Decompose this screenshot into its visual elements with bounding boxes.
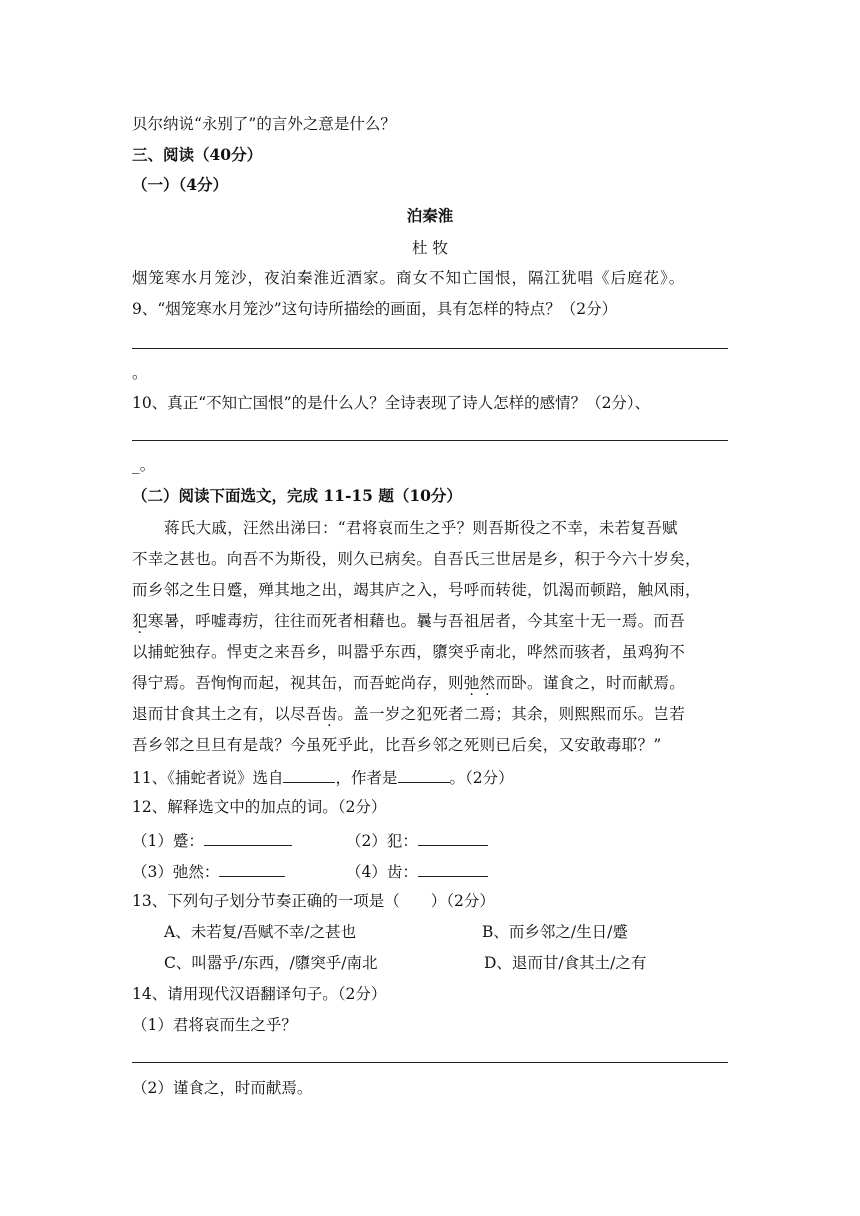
passage-text: 退而甘食其土之有，以尽吾 xyxy=(132,705,322,723)
passage-line-6 xyxy=(132,673,685,693)
question-14-item-2: （2）谨食之，时而献焉。 xyxy=(132,1079,313,1097)
question-10-end-mark: _。 xyxy=(132,456,156,474)
question-12-item-3: （3）弛然： xyxy=(132,863,220,881)
answer-line-10[interactable] xyxy=(132,440,728,441)
poem-text: 烟笼寒水月笼沙，夜泊秦淮近酒家。商女不知亡国恨，隔江犹唱《后庭花》。 xyxy=(132,269,686,287)
question-11-text: ，作者是 xyxy=(335,769,398,787)
question-11-text: 。（2分） xyxy=(449,769,514,787)
part-1-heading: （一）（4分） xyxy=(132,175,229,194)
passage-text: 寒暑，呼嘘毒疠，往往而死者相藉也。曩与吾祖居者，今其室十无一焉。而吾 xyxy=(147,612,686,630)
option-c[interactable]: C、叫嚣乎/东西，/隳突乎/南北 xyxy=(164,954,378,972)
question-11 xyxy=(132,766,514,788)
part-2-heading: （二）阅读下面选文，完成 11-15 题（10分） xyxy=(132,486,462,505)
answer-line-9[interactable] xyxy=(132,348,728,349)
passage-text: 。盖一岁之犯死者二焉；其余，则熙熙而乐。岂若 xyxy=(337,705,686,723)
dotted-word-fan: 犯 xyxy=(132,612,148,630)
dotted-word-ran: 然 xyxy=(479,674,496,692)
answer-line-14-1[interactable] xyxy=(132,1062,728,1063)
question-14: 14、请用现代汉语翻译句子。（2分） xyxy=(132,985,387,1003)
question-10: 10、真正“不知亡国恨”的是什么人？全诗表现了诗人怎样的感情？（2分）、 xyxy=(132,394,651,412)
passage-line-5: 以捕蛇独存。悍吏之来吾乡，叫嚣乎东西，隳突乎南北，哗然而骇者，虽鸡狗不 xyxy=(132,643,686,661)
passage-line-8: 吾乡邻之旦旦有是哉？今虽死乎此，比吾乡邻之死则已后矣，又安敢毒耶？” xyxy=(132,736,662,754)
question-11-text: 11、《捕蛇者说》选自 xyxy=(132,769,284,787)
question-9-end-mark: 。 xyxy=(132,364,148,382)
dotted-word-chi: 弛 xyxy=(463,674,480,692)
passage-line-4 xyxy=(132,611,685,631)
poem-author: 杜 牧 xyxy=(412,239,448,257)
passage-line-2: 不幸之甚也。向吾不为斯役，则久已病矣。自吾氏三世居是乡，积于今六十岁矣， xyxy=(132,550,701,568)
question-8-continuation: 贝尔纳说“永别了”的言外之意是什么？ xyxy=(132,115,396,133)
passage-text: 得宁焉。吾恂恂而起，视其缶，而吾蛇尚存，则 xyxy=(132,674,464,692)
question-12-item-4: （4）齿： xyxy=(346,863,418,881)
question-12-row-1b xyxy=(346,829,488,851)
option-b[interactable]: B、而乡邻之/生日/蹙 xyxy=(482,923,628,941)
question-12-item-2: （2）犯： xyxy=(346,832,418,850)
dotted-word-chi2: 齿 xyxy=(321,705,338,723)
question-12-item-1: （1）蹙： xyxy=(132,832,204,850)
question-12-row-1 xyxy=(132,829,292,851)
question-9: 9、“烟笼寒水月笼沙”这句诗所描绘的画面，具有怎样的特点？（2分） xyxy=(132,300,618,318)
passage-line-7 xyxy=(132,704,685,724)
option-a[interactable]: A、未若复/吾赋不幸/之甚也 xyxy=(164,923,357,941)
question-14-item-1: （1）君将哀而生之乎？ xyxy=(132,1016,297,1034)
passage-line-1: 蒋氏大戚，汪然出涕曰：“君将哀而生之乎？则吾斯役之不幸，未若复吾赋 xyxy=(164,519,678,537)
passage-text: 而卧。谨食之，时而献焉。 xyxy=(495,674,686,692)
question-13: 13、下列句子划分节奏正确的一项是（ ）（2分） xyxy=(132,892,495,910)
poem-title: 泊秦淮 xyxy=(406,207,454,225)
answer-blank-12-3[interactable] xyxy=(219,860,285,877)
question-12-row-2 xyxy=(132,860,285,882)
section-3-heading: 三、阅读（40分） xyxy=(132,145,263,164)
question-12-row-2b xyxy=(346,860,488,882)
passage-line-3: 而乡邻之生日蹙，殚其地之出，竭其庐之入，号呼而转徙，饥渴而顿踣，触风雨， xyxy=(132,581,701,599)
question-12: 12、解释选文中的加点的词。（2分） xyxy=(132,798,387,816)
answer-blank-source[interactable] xyxy=(283,766,335,783)
answer-blank-12-1[interactable] xyxy=(204,829,292,846)
option-d[interactable]: D、退而甘/食其土/之有 xyxy=(484,954,647,972)
answer-blank-12-4[interactable] xyxy=(418,860,488,877)
answer-blank-author[interactable] xyxy=(398,766,450,783)
answer-blank-12-2[interactable] xyxy=(418,829,488,846)
